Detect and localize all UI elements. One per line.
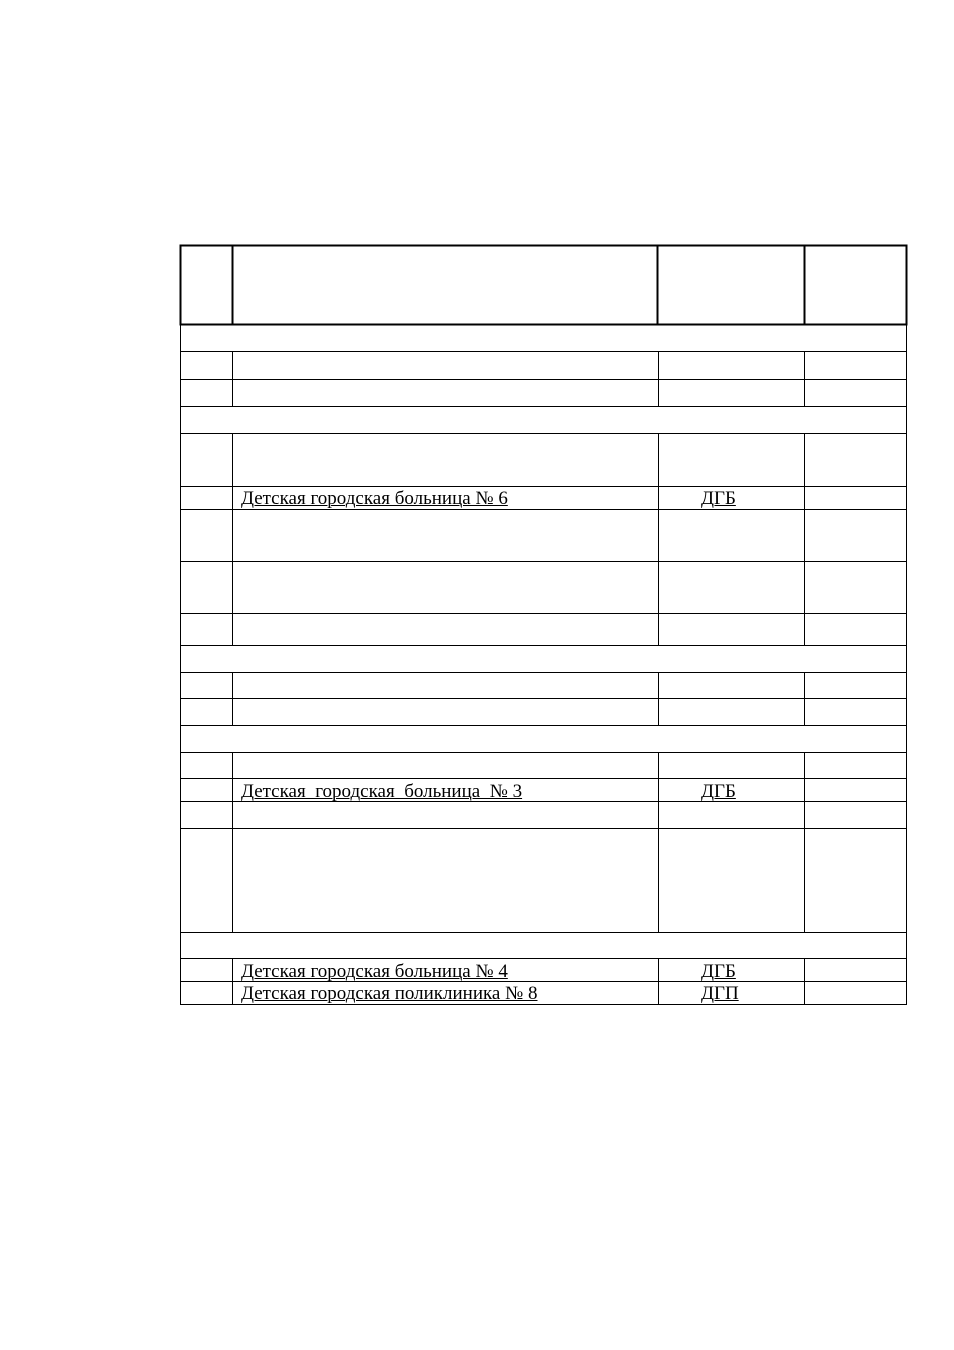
row-name-cell: Детская городская поликлиника № 8 xyxy=(241,983,538,1004)
row-abbr-cell: ДГБ xyxy=(701,961,736,982)
row-name-cell: Детская городская больница № 6 xyxy=(241,488,508,509)
table-header-box xyxy=(181,246,907,325)
row-abbr-cell: ДГП xyxy=(701,983,739,1004)
row-name-cell: Детская городская больница № 3 xyxy=(241,781,523,802)
row-name-cell: Детская городская больница № 4 xyxy=(241,961,508,982)
row-abbr-cell: ДГБ xyxy=(701,781,736,802)
row-abbr-cell: ДГБ xyxy=(701,488,736,509)
